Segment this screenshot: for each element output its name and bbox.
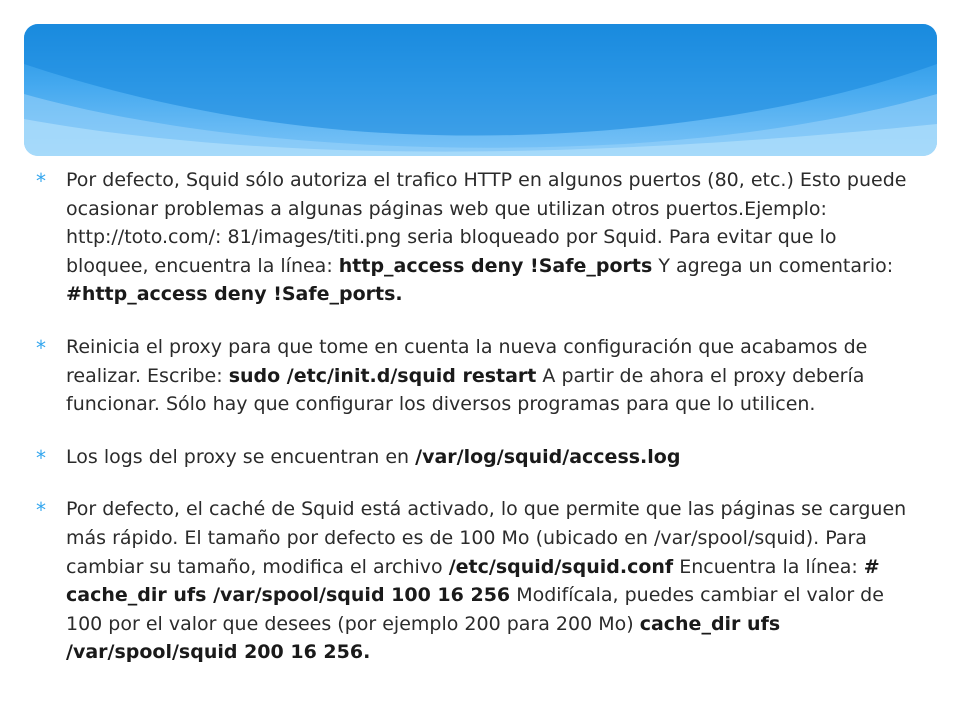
command-segment: http_access deny !Safe_ports [338, 254, 653, 277]
command-segment: cache_dir ufs /var/spool/squid 200 16 256. [66, 612, 781, 664]
asterisk-bullet-icon: * [36, 169, 46, 193]
bullet-item [30, 443, 910, 472]
text-segment: Y agrega un comentario: [652, 254, 894, 277]
asterisk-bullet-icon: * [36, 498, 46, 523]
bullet-text [66, 336, 867, 415]
text-segment: Por defecto, Squid sólo autoriza el trafico HTTP en algunos puertos (80, etc.) Esto puede ocasionar problemas a algunas páginas web que utilizan otros puertos.Ejemplo: http://toto.com/: 81/images/titi.png seria bloqueado por Squid. Para evitar que lo bloquee, encuentra la línea: [66, 169, 907, 277]
bullet-text [66, 498, 906, 663]
banner-wave-graphic [24, 24, 937, 156]
bullet-item [30, 333, 910, 419]
bullet-text [66, 169, 906, 305]
header-banner [24, 24, 937, 156]
bullet-text [66, 446, 680, 468]
bullet-item [30, 166, 910, 309]
text-segment: Modifícala, puedes cambiar el valor de 100 por el valor que desees (por ejemplo 200 para 200 Mo) [66, 584, 884, 635]
command-segment: # cache_dir ufs /var/spool/squid 100 16 256 [66, 555, 880, 607]
path-segment: /var/log/squid/access.log [415, 445, 681, 468]
command-segment: #http_access deny !Safe_ports. [66, 283, 403, 306]
bullet-item [30, 495, 910, 667]
text-segment: Encuentra la línea: [673, 555, 864, 578]
text-segment: Los logs del proxy se encuentran en [66, 445, 416, 468]
command-segment: sudo /etc/init.d/squid restart [228, 364, 537, 387]
asterisk-bullet-icon: * [36, 445, 46, 470]
path-segment: /etc/squid/squid.conf [448, 555, 674, 578]
asterisk-bullet-icon: * [36, 335, 46, 360]
bullet-list [30, 166, 910, 691]
text-segment: Por defecto, el caché de Squid está activado, lo que permite que las páginas se carguen más rápido. El tamaño por defecto es de 100 Mo (ubicado en /var/spool/squid). Para cambiar su tamaño, modifica el archivo [66, 498, 907, 578]
text-segment: A partir de ahora el proxy debería funcionar. Sólo hay que configurar los diversos programas para que lo utilicen. [66, 364, 865, 416]
text-segment: Reinicia el proxy para que tome en cuenta la nueva configuración que acabamos de realizar. Escribe: [66, 335, 868, 387]
